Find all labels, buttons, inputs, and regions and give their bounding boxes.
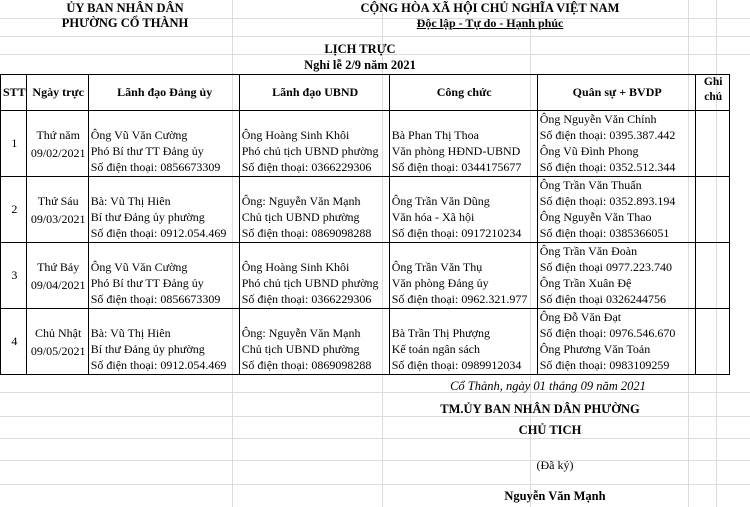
row-military-cell <box>537 243 695 309</box>
row-staff-cell <box>389 243 537 309</box>
person-info: Bà: Vũ Thị Hiên <box>90 194 171 208</box>
person-name: Ông Phương Văn Toản <box>539 342 651 356</box>
header-ward: PHƯỜNG CỔ THÀNH <box>61 16 189 30</box>
person-name: Phó Bí thư TT Đảng ủy <box>90 276 204 290</box>
person-name: Ông Trần Xuân Đệ <box>539 276 632 290</box>
person-info: Số điện thoại: 0366229306 <box>241 160 372 174</box>
person-info: Số điện thoại: 0912.054.469 <box>90 358 227 372</box>
row-party-cell <box>88 309 239 375</box>
duty-schedule-table <box>0 74 730 375</box>
col-header-ubnd-leader: Lãnh đạo UBND <box>239 75 389 111</box>
row-ubnd-cell <box>239 177 389 243</box>
person-name: Ông Đỗ Văn Đạt <box>539 310 622 324</box>
row-staff-cell <box>389 177 537 243</box>
person-name: Ông Vũ Đình Phong <box>539 144 639 158</box>
row-notes <box>695 111 729 177</box>
signed-note: (Đã ký) <box>536 458 574 472</box>
person-info: Ông: Nguyễn Văn Mạnh <box>241 326 361 340</box>
person-info: Số điện thoại: 0989912034 <box>391 358 522 372</box>
row-notes <box>695 309 729 375</box>
row-ubnd-cell <box>239 243 389 309</box>
person-name: Bí thư Đảng ủy phường <box>90 342 205 356</box>
row-weekday: Thứ Sáu <box>37 193 79 208</box>
person-info: Số điện thoại: 0856673309 <box>90 292 221 306</box>
person-name <box>91 111 239 127</box>
person-name: Chủ tịch UBND phường <box>241 210 360 224</box>
person-name <box>91 177 239 193</box>
person-name: Ông Trần Văn Đoàn <box>539 244 638 258</box>
person-name <box>91 243 239 259</box>
row-stt: 1 <box>1 111 27 177</box>
col-header-party-leader: Lãnh đạo Đảng ủy <box>88 75 239 111</box>
col-header-stt: STT <box>1 75 27 111</box>
schedule-title: LỊCH TRỰC <box>324 42 396 56</box>
person-info: Số điện thoại: 0912.054.469 <box>90 226 227 240</box>
row-stt: 4 <box>1 309 27 375</box>
row-date: 09/03/2021 <box>30 211 86 226</box>
row-party-cell <box>88 243 239 309</box>
col-header-staff: Công chức <box>389 75 537 111</box>
person-name <box>242 243 389 259</box>
person-info: Ông Trần Văn Dũng <box>391 194 490 208</box>
person-name: Ông Nguyễn Văn Thao <box>539 210 652 224</box>
row-staff-cell <box>389 309 537 375</box>
person-info: Số điện thoại: 0352.893.194 <box>539 194 676 208</box>
person-name: Chủ tịch UBND phường <box>241 342 360 356</box>
person-name <box>392 177 537 193</box>
col-header-notes: Ghi chú <box>695 75 729 111</box>
person-info: Số điện thoại: 0344175677 <box>391 160 522 174</box>
person-info: Ông: Nguyễn Văn Mạnh <box>241 194 361 208</box>
person-name <box>242 309 389 325</box>
person-name: Phó chủ tịch UBND phường <box>241 144 379 158</box>
person-info: Số điện thoại: 0983109259 <box>539 358 670 372</box>
person-info: Số điện thoại: 0917210234 <box>391 226 522 240</box>
table-header-row <box>1 75 730 111</box>
table-row <box>1 111 730 177</box>
row-weekday: Thứ Bảy <box>37 259 80 274</box>
row-notes <box>695 177 729 243</box>
person-name <box>242 111 389 127</box>
col-header-date: Ngày trực <box>26 75 88 111</box>
person-info: Số điện thoại: 0856673309 <box>90 160 221 174</box>
person-info: Bà Trần Thị Phượng <box>391 326 491 340</box>
person-info: Số điện thoại: 0869098288 <box>241 226 372 240</box>
row-party-cell <box>88 111 239 177</box>
row-date-cell <box>26 309 88 375</box>
person-info: Ông Vũ Văn Cường <box>90 128 188 142</box>
person-name: Văn phòng Đảng ủy <box>391 276 489 290</box>
row-date: 09/04/2021 <box>30 277 86 292</box>
header-country: CỘNG HÒA XÃ HỘI CHỦ NGHĨA VIỆT NAM <box>360 1 620 15</box>
person-info: Số điện thoại: 0869098288 <box>241 358 372 372</box>
person-info: Ông Vũ Văn Cường <box>90 260 188 274</box>
row-party-cell <box>88 177 239 243</box>
person-name: Kế toán ngân sách <box>391 342 480 356</box>
row-date: 09/02/2021 <box>30 145 86 160</box>
person-name <box>392 309 537 325</box>
person-info: Bà Phan Thị Thoa <box>391 128 479 142</box>
person-info: Ông Trần Văn Thụ <box>391 260 483 274</box>
row-ubnd-cell <box>239 111 389 177</box>
person-info: Số điện thoại: 0976.546.670 <box>539 326 676 340</box>
person-name <box>242 177 389 193</box>
person-name: Phó chủ tịch UBND phường <box>241 276 379 290</box>
row-weekday: Chủ Nhật <box>35 325 82 340</box>
signer-name: Nguyễn Văn Mạnh <box>504 489 606 503</box>
person-name: Ông Nguyễn Văn Chính <box>539 112 657 126</box>
row-date-cell <box>26 177 88 243</box>
person-info: Ông Hoàng Sinh Khôi <box>241 128 350 142</box>
row-ubnd-cell <box>239 309 389 375</box>
person-info: Số điện thoại 0977.223.740 <box>539 260 673 274</box>
col-header-military: Quân sự + BVDP <box>537 75 695 111</box>
row-weekday: Thứ năm <box>36 127 80 142</box>
row-military-cell <box>537 177 695 243</box>
header-motto: Độc lập - Tự do - Hạnh phúc <box>416 16 564 30</box>
person-info: Số điện thoại 0326244756 <box>539 292 667 306</box>
person-name: Văn hóa - Xã hội <box>391 210 475 224</box>
person-info: Số điện thoại: 0962.321.977 <box>391 292 528 306</box>
person-info: Số điện thoại: 0352.512.344 <box>539 160 676 174</box>
place-date: Cổ Thành, ngày 01 tháng 09 năm 2021 <box>450 379 646 393</box>
person-info: Số điện thoại: 0385366051 <box>539 226 670 240</box>
row-staff-cell <box>389 111 537 177</box>
table-row <box>1 309 730 375</box>
table-row <box>1 243 730 309</box>
row-notes <box>695 243 729 309</box>
row-date: 09/05/2021 <box>30 343 86 358</box>
person-name: Ông Trần Văn Thuấn <box>539 178 642 192</box>
signing-position: CHỦ TICH <box>518 423 582 437</box>
person-name <box>91 309 239 325</box>
person-name <box>392 111 537 127</box>
signing-org: TM.ỦY BAN NHÂN DÂN PHƯỜNG <box>440 402 640 416</box>
header-authority: ỦY BAN NHÂN DÂN <box>66 1 184 15</box>
person-info: Số điện thoại: 0395.387.442 <box>539 128 676 142</box>
row-stt: 3 <box>1 243 27 309</box>
person-info: Bà: Vũ Thị Hiên <box>90 326 171 340</box>
schedule-subtitle: Nghỉ lễ 2/9 năm 2021 <box>304 58 416 72</box>
person-name: Văn phòng HĐND-UBND <box>391 144 521 158</box>
person-info: Số điện thoại: 0366229306 <box>241 292 372 306</box>
row-date-cell <box>26 111 88 177</box>
row-date-cell <box>26 243 88 309</box>
row-military-cell <box>537 309 695 375</box>
person-info: Ông Hoàng Sinh Khôi <box>241 260 350 274</box>
person-name <box>392 243 537 259</box>
person-name: Phó Bí thư TT Đảng ủy <box>90 144 204 158</box>
person-name: Bí thư Đảng ủy phường <box>90 210 205 224</box>
row-stt: 2 <box>1 177 27 243</box>
row-military-cell <box>537 111 695 177</box>
table-row <box>1 177 730 243</box>
